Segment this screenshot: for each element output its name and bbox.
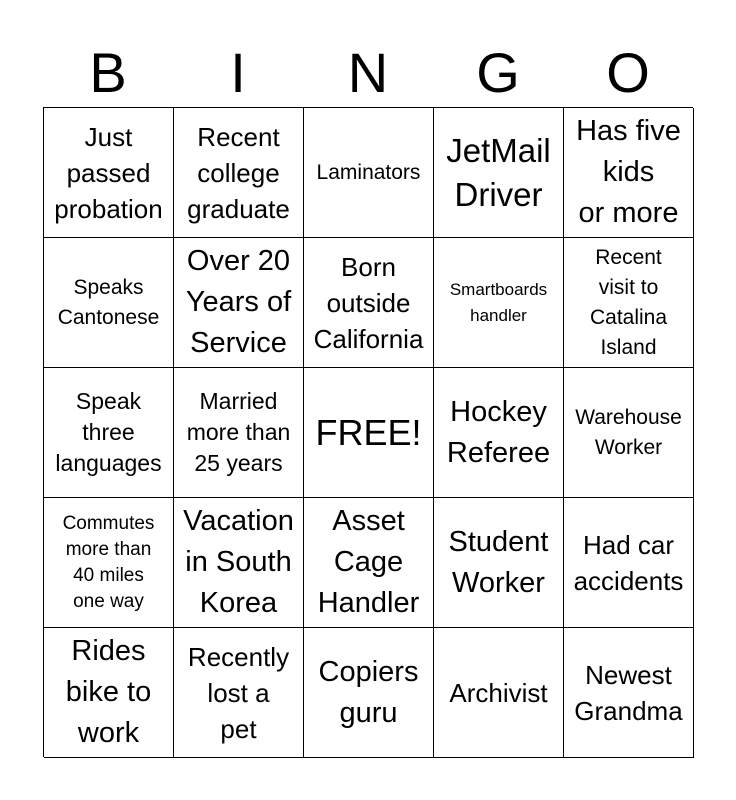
cell-text: Just passed probation xyxy=(54,121,163,224)
header-letter-i: I xyxy=(230,41,246,104)
bingo-cell[interactable] xyxy=(44,238,174,368)
cell-text: Over 20 Years of Service xyxy=(185,245,292,359)
bingo-cell[interactable] xyxy=(434,108,564,238)
bingo-cell[interactable] xyxy=(564,108,694,238)
bingo-cell[interactable] xyxy=(564,368,694,498)
bingo-cell[interactable] xyxy=(304,628,434,758)
bingo-cell[interactable] xyxy=(564,628,694,758)
bingo-cell[interactable] xyxy=(304,108,434,238)
bingo-cell[interactable] xyxy=(44,108,174,238)
cell-text: Speak three languages xyxy=(55,388,162,476)
cell-text: Warehouse Worker xyxy=(575,405,682,459)
bingo-header xyxy=(43,40,693,106)
bingo-cell[interactable] xyxy=(564,238,694,368)
cell-text: Recently lost a pet xyxy=(187,641,290,744)
cell-text: Vacation in South Korea xyxy=(183,505,294,619)
bingo-cell[interactable] xyxy=(174,238,304,368)
bingo-cell[interactable] xyxy=(434,498,564,628)
bingo-cell[interactable] xyxy=(174,368,304,498)
cell-text: FREE! xyxy=(315,411,422,453)
bingo-card xyxy=(43,107,693,757)
cell-text: Rides bike to work xyxy=(65,635,152,749)
cell-text: JetMail Driver xyxy=(446,131,551,213)
free-space[interactable] xyxy=(304,368,434,498)
bingo-cell[interactable] xyxy=(44,498,174,628)
cell-text: Married more than 25 years xyxy=(186,388,291,476)
bingo-cell[interactable] xyxy=(304,238,434,368)
cell-text: Has five kids or more xyxy=(576,115,681,229)
bingo-cell[interactable] xyxy=(564,498,694,628)
bingo-cell[interactable] xyxy=(174,628,304,758)
bingo-cell[interactable] xyxy=(44,368,174,498)
cell-text: Student Worker xyxy=(448,525,549,599)
header-letter-g: G xyxy=(476,41,520,104)
cell-text: Commutes more than 40 miles one way xyxy=(62,512,155,612)
cell-text: Born outside California xyxy=(313,251,424,354)
header-letter-o: O xyxy=(606,41,650,104)
cell-text: Asset Cage Handler xyxy=(317,505,420,619)
bingo-cell[interactable] xyxy=(434,238,564,368)
bingo-cell[interactable] xyxy=(434,628,564,758)
cell-text: Newest Grandma xyxy=(574,659,683,726)
cell-text: Copiers guru xyxy=(318,655,419,729)
header-letter-n: N xyxy=(347,41,389,104)
cell-text: Recent visit to Catalina Island xyxy=(589,245,668,359)
bingo-cell[interactable] xyxy=(44,628,174,758)
cell-text: Had car accidents xyxy=(573,529,684,596)
bingo-cell[interactable] xyxy=(304,498,434,628)
bingo-cell[interactable] xyxy=(174,498,304,628)
cell-text: Laminators xyxy=(316,160,421,184)
bingo-cell[interactable] xyxy=(174,108,304,238)
cell-text: Speaks Cantonese xyxy=(57,275,160,329)
cell-text: Hockey Referee xyxy=(446,395,551,469)
cell-text: Archivist xyxy=(449,677,548,708)
header-letter-b: B xyxy=(89,41,127,104)
cell-text: Smartboards handler xyxy=(449,279,548,325)
cell-text: Recent college graduate xyxy=(187,121,290,224)
bingo-cell[interactable] xyxy=(434,368,564,498)
